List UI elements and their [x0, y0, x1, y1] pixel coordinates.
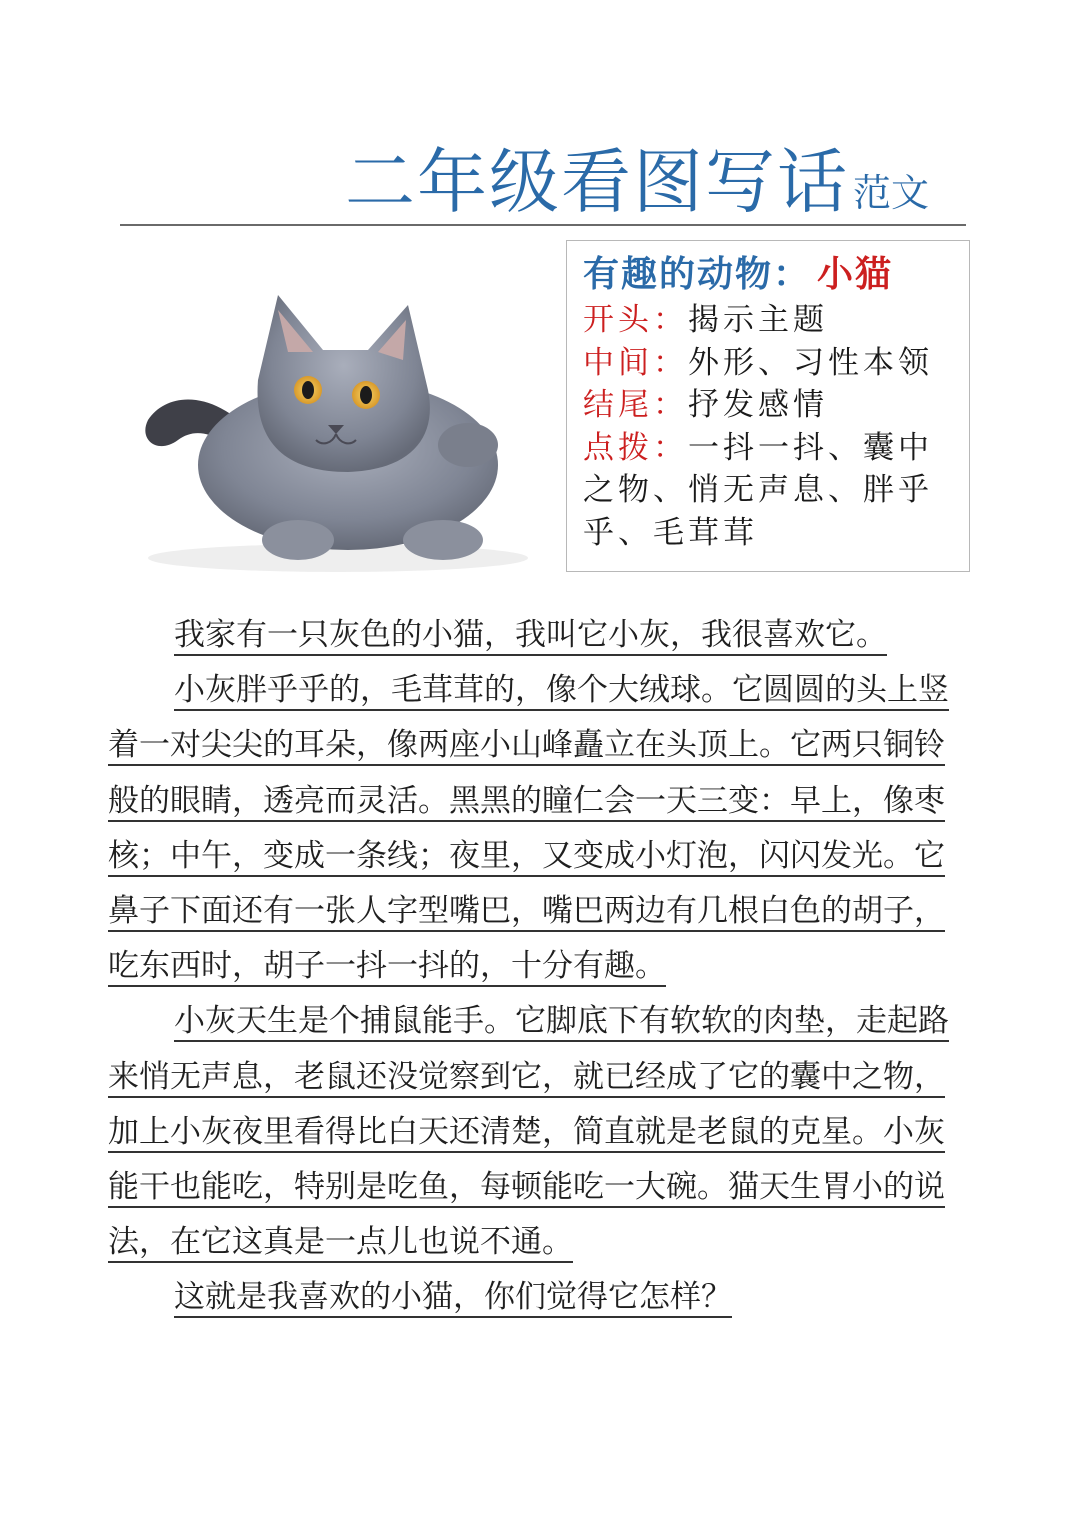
essay-paragraph-text: 小灰天生是个捕鼠能手。它脚底下有软软的肉垫，走起路来悄无声息，老鼠还没觉察到它，就已经成了它的囊中之物，加上小灰夜里看得比白天还清楚，简直就是老鼠的克星。小灰能干也能吃，特别是吃鱼，每顿能吃一大碗。猫天生胃小的说法，在它这真是一点儿也说不通。	[108, 1003, 949, 1261]
gray-cat-illustration	[108, 240, 528, 578]
outline-hint	[583, 427, 953, 555]
essay-paragraph	[108, 663, 968, 994]
outline-row-middle	[583, 342, 969, 385]
outline-hint-text: 一抖一抖、囊中之物、悄无声息、胖乎乎、毛茸茸	[583, 429, 933, 551]
outline-row-value: 揭示主题	[688, 302, 828, 338]
essay-paragraph-text: 我家有一只灰色的小猫，我叫它小灰，我很喜欢它。	[174, 617, 887, 653]
outline-row-label: 结尾：	[583, 387, 688, 423]
essay-paragraph	[108, 994, 968, 1270]
essay-paragraph	[108, 608, 968, 663]
essay-paragraph-text: 小灰胖乎乎的，毛茸茸的，像个大绒球。它圆圆的头上竖着一对尖尖的耳朵，像两座小山峰矗立在头顶上。它两只铜铃般的眼睛，透亮而灵活。黑黑的瞳仁会一天三变：早上，像枣核；中午，变成一条线；夜里，又变成小灯泡，闪闪发光。它鼻子下面还有一张人字型嘴巴，嘴巴两边有几根白色的胡子，吃东西时，胡子一抖一抖的，十分有趣。	[108, 672, 949, 985]
page-title	[345, 140, 985, 224]
essay-paragraph-text: 这就是我喜欢的小猫，你们觉得它怎样？	[174, 1279, 732, 1316]
outline-row-opening	[583, 299, 969, 342]
outline-row-label: 开头：	[583, 302, 688, 338]
title-main: 二年级看图写话	[345, 141, 849, 223]
outline-row-ending	[583, 384, 969, 427]
outline-row-value: 抒发感情	[688, 387, 828, 423]
outline-row-label: 中间：	[583, 344, 688, 381]
outline-hint-label: 点拨：	[583, 429, 688, 466]
outline-topic	[583, 249, 969, 299]
essay-paragraph	[108, 1270, 968, 1325]
essay-body	[108, 608, 968, 1326]
title-divider	[120, 224, 966, 226]
outline-topic-label: 有趣的动物：	[583, 253, 812, 295]
outline-row-value: 外形、习性本领	[688, 344, 933, 381]
writing-outline-box	[566, 240, 970, 572]
title-subtitle: 范文	[853, 171, 930, 215]
outline-topic-animal: 小猫	[817, 253, 894, 295]
